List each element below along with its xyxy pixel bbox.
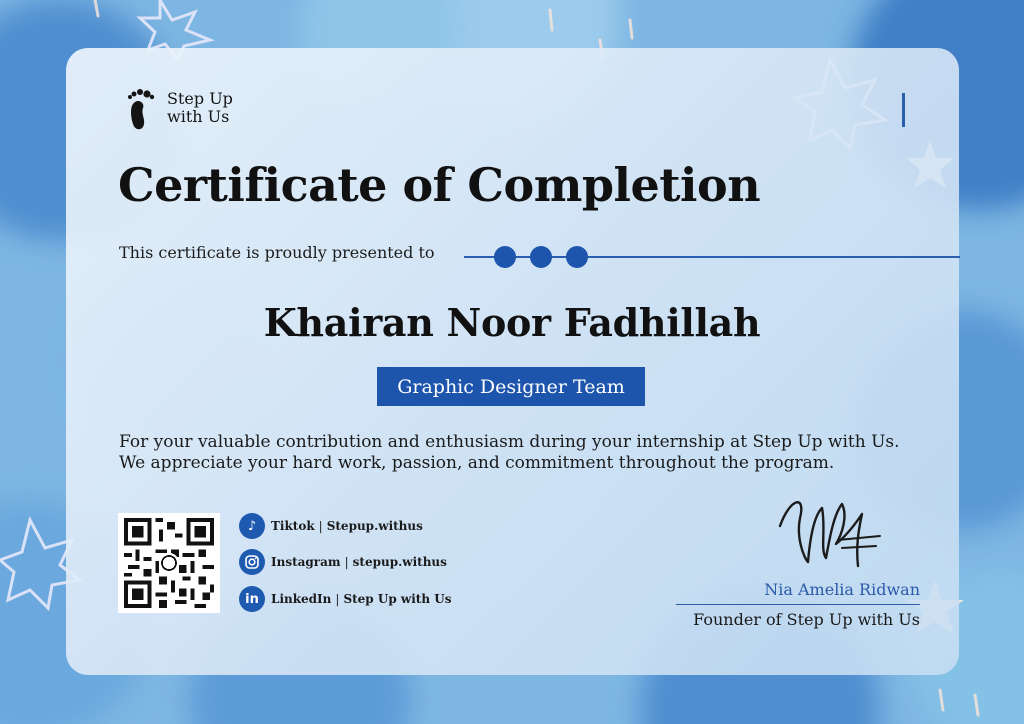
signature-line bbox=[676, 604, 920, 605]
social-tiktok[interactable] bbox=[239, 513, 423, 539]
presented-text: This certificate is proudly presented to bbox=[119, 243, 435, 262]
social-separator: | bbox=[344, 555, 349, 569]
social-platform: LinkedIn bbox=[271, 592, 332, 606]
social-separator: | bbox=[318, 519, 323, 533]
dots-line-decoration bbox=[464, 244, 960, 270]
signer-role: Founder of Step Up with Us bbox=[693, 610, 920, 629]
signer-name: Nia Amelia Ridwan bbox=[764, 580, 920, 599]
social-handle: stepup.withus bbox=[352, 555, 447, 569]
qr-code bbox=[118, 513, 220, 613]
social-platform: Tiktok bbox=[271, 519, 315, 533]
footprint-icon bbox=[125, 84, 161, 132]
logo-text bbox=[167, 90, 233, 126]
logo bbox=[125, 84, 233, 132]
social-separator: | bbox=[335, 592, 340, 606]
social-handle: Step Up with Us bbox=[343, 592, 452, 606]
social-linkedin[interactable] bbox=[239, 586, 451, 612]
team-badge: Graphic Designer Team bbox=[377, 367, 645, 406]
tiktok-icon: ♪ bbox=[239, 513, 265, 539]
logo-line1: Step Up bbox=[167, 89, 233, 108]
qr-code-image bbox=[123, 518, 215, 608]
social-platform: Instagram bbox=[271, 555, 341, 569]
instagram-icon bbox=[239, 549, 265, 575]
certificate-title: Certificate of Completion bbox=[118, 158, 761, 212]
social-handle: Stepup.withus bbox=[326, 519, 423, 533]
accent-bar bbox=[902, 93, 905, 127]
certificate-description: For your valuable contribution and enthusiasm during your internship at Step Up with Us. We appreciate your hard work, passion, and commitment throughout the program. bbox=[119, 432, 900, 473]
linkedin-icon: in bbox=[239, 586, 265, 612]
recipient-name: Khairan Noor Fadhillah bbox=[263, 300, 761, 345]
signature-image bbox=[776, 488, 886, 568]
social-instagram[interactable] bbox=[239, 549, 447, 575]
logo-line2: with Us bbox=[167, 107, 230, 126]
